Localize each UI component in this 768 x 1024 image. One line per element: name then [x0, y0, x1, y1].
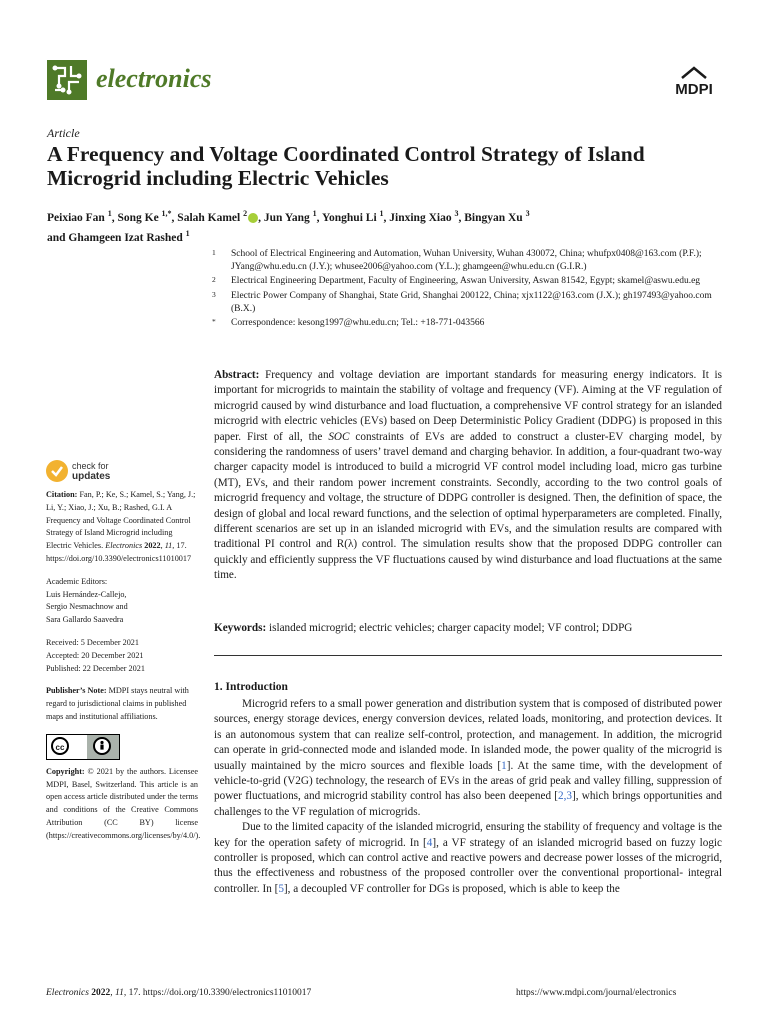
footer-journal: Electronics [46, 988, 89, 998]
citation-link[interactable]: 2,3 [558, 790, 572, 803]
keywords-text: islanded microgrid; electric vehicles; charger capacity model; VF control; DDPG [266, 622, 633, 634]
checkmark-icon [46, 460, 68, 482]
article-type: Article [47, 126, 80, 140]
attribution-icon [93, 737, 111, 755]
affiliation-item [212, 248, 722, 274]
keywords-label: Keywords: [214, 622, 267, 634]
author-affiliation-mark: 1 [312, 209, 317, 218]
footer-doi[interactable]: , 17. https://doi.org/10.3390/electronics11010017 [123, 988, 312, 998]
abstract-label: Abstract: [214, 369, 260, 381]
paragraph-text: ]. At the same time, with the development of vehicle-to-grid (V2G) technology, the research of EVs in the areas of grid peak and valley filling, suppression of power fluctuations, and microgrid stability control has also been deepened [ [214, 759, 722, 803]
paragraph-text: ], a decoupled VF controller for DGs is proposed, which is able to keep the [283, 882, 620, 895]
citation-label: Citation: [46, 490, 78, 499]
introduction-body [214, 697, 722, 897]
paragraph-text: Microgrid refers to a small power generation and distribution system that is composed of distributed power sources, energy storage devices, energy conversion devices, related loads, monitoring, and protection devices. It is an autonomous system that can realize self-control, protection, and management. In addition, the microgrid can operate in grid-connected mode and islanded mode. In islanded mode, the power quality of the microgrid is usually maintained by the micro sources and flexible loads [ [214, 698, 722, 772]
author-name: Bingyan Xu [464, 211, 523, 224]
author-name: Peixiao Fan [47, 211, 105, 224]
publisher-note [46, 685, 198, 723]
section-heading: 1. Introduction [214, 681, 288, 693]
accepted-date: Accepted: 20 December 2021 [46, 650, 144, 660]
abstract [214, 368, 722, 584]
affiliation-text: Electrical Engineering Department, Faculty of Engineering, Aswan University, Aswan 81542, Egypt; skamel@aswu.edu.eg [231, 276, 701, 287]
author-name: Yonghui Li [321, 211, 377, 224]
copyright-label: Copyright: [46, 766, 85, 776]
affiliation-number: 1 [212, 248, 216, 257]
author-list: Peixiao Fan $^1$, Song Ke $^{1,*}$, Salah Kamel $^2$ , Jun Yang $^1$, Yonghui Li $^1$, Jinxing Xiao $^3$, Bingyan Xu $^3$ and Ghamgeen Izat Rashed $^1$ [47, 209, 530, 244]
section-divider [214, 655, 722, 656]
footer-year: 2022 [91, 988, 111, 998]
journal-name: electronics [96, 64, 212, 93]
orcid-icon[interactable] [248, 213, 258, 223]
author-name: Song Ke [117, 211, 159, 224]
publisher-note-label: Publisher’s Note: [46, 686, 107, 696]
copyright-block [46, 766, 201, 843]
paragraph [214, 820, 722, 897]
footer-citation: Electronics 2022, 11, 17. https://doi.org/10.3390/electronics11010017 [46, 988, 312, 998]
author-name: Ghamgeen Izat Rashed [68, 231, 183, 244]
mdpi-logo-icon [668, 66, 720, 100]
cc-by-license-icon[interactable] [46, 734, 120, 760]
author-affiliation-mark: 1 [379, 209, 384, 218]
affiliation-item [212, 317, 722, 330]
author-affiliation-mark: 1,* [161, 209, 172, 218]
citation-link[interactable]: 1 [501, 759, 507, 772]
abstract-text: constraints of EVs are added to construct a cluster-EV charging model, by considering the randomness of users’ travel demand and charging behavior. In addition, a four-quadrant two-way charger capacity model is introduced to build a microgrid VF control model including load, micro gas turbine (MT), EVs, and their random power increment constraints. Secondly, according to the two control goals of microgrid frequency and voltage, the structure of DDPG controller is designed. Then, the definition of space, the design of global and local reward functions, and the selection of optimal hyperparameters are completed. Finally, different scenarios are set up in an islanded microgrid with EVs, and the simulation results are compared with traditional PI control and R(λ) control. The simulation results show that the proposed DDPG controller can quickly and efficiently suppress the VF fluctuations caused by wind disturbance and load fluctuations at the same time. [214, 430, 722, 582]
dates-block [46, 637, 198, 675]
journal-logo-icon [47, 60, 87, 100]
affiliation-text: School of Electrical Engineering and Automation, Wuhan University, Wuhan 430072, China; whufpx0408@163.com (P.F.); JYang@whu.edu.cn (J.Y.); whusee2006@yahoo.com (Y.L.); ghamgeen@whu.edu.cn (G.I.R.) [231, 249, 702, 273]
citation-link[interactable]: 5 [278, 882, 284, 895]
editors-block [46, 576, 198, 627]
check-updates-line1: check for [72, 461, 109, 471]
author-name: Jinxing Xiao [389, 211, 452, 224]
author-affiliation-mark: 3 [454, 209, 459, 218]
author-name: Salah Kamel [177, 211, 241, 224]
paper-title: A Frequency and Voltage Coordinated Control Strategy of Island Microgrid including Electric Vehicles [47, 142, 645, 190]
affiliation-item [212, 275, 722, 288]
publisher-name: MDPI [675, 81, 713, 98]
affiliation-item [212, 290, 722, 316]
citation-link[interactable]: 4 [426, 836, 433, 849]
copyright-text: © 2021 by the authors. Licensee MDPI, Basel, Switzerland. This article is an open access article distributed under the terms and conditions of the Creative Commons Attribution (CC BY) license (https://creativecommons.org/licenses/by/4.0/). [46, 766, 201, 840]
cc-icon: cc [51, 737, 69, 755]
paragraph-text: ], which brings opportunities and challenges to the VF regulation of microgrids. [214, 790, 722, 818]
author-affiliation-mark: 1 [107, 209, 112, 218]
paragraph-text: Due to the limited capacity of the islanded microgrid, ensuring the stability of frequency and voltage is the key for the operation safety of microgrid. In [ [214, 821, 722, 849]
affiliation-text: Electric Power Company of Shanghai, State Grid, Shanghai 200122, China; xjx1122@163.com (J.X.); gh197493@yahoo.com (B.X.) [231, 290, 712, 314]
editor-name: Sara Gallardo Saavedra [46, 615, 124, 625]
editor-name: Sergio Nesmachnow and [46, 602, 128, 612]
affiliation-number: * [212, 317, 216, 327]
published-date: Published: 22 December 2021 [46, 663, 145, 673]
citation-text: Fan, P.; Ke, S.; Kamel, S.; Yang, J.; Li, Y.; Xiao, J.; Xu, B.; Rashed, G.I. A Frequency and Voltage Coordinated Control Strategy of Island Microgrid including Electric Vehicles. [46, 490, 196, 551]
citation-year: 2022 [144, 541, 161, 551]
publisher-note-text: MDPI stays neutral with regard to jurisdictional claims in published maps and institutional affiliations. [46, 686, 189, 721]
abstract-text: Frequency and voltage deviation are important standards for measuring energy indicators. It is important for microgrids to maintain the stability of voltage and frequency (VF). Aiming at the VF regulation of microgrid caused by wind disturbance and load fluctuation, a comprehensive VF control strategy for an islanded microgrid with electric vehicles (EVs) based on Deep Deterministic Policy Gradient (DDPG) is proposed in this paper. First of all, the [214, 369, 722, 443]
citation-doi[interactable]: , 17. https://doi.org/10.3390/electronics11010017 [46, 541, 192, 563]
author-affiliation-mark: 3 [525, 209, 530, 218]
editors-label: Academic Editors: [46, 576, 108, 586]
paragraph-text: ], a VF strategy of an islanded microgrid based on fuzzy logic controller is proposed, which can control active and reactive powers and decrease power losses of the microgrid, thus the effectiveness and robustness of the proposed controller over the conventional proportional- integral controller. In [ [214, 836, 722, 895]
author-name: Jun Yang [263, 211, 310, 224]
author-affiliation-mark: 1 [185, 228, 190, 238]
citation-block: Citation: Fan, P.; Ke, S.; Kamel, S.; Yang, J.; Li, Y.; Xiao, J.; Xu, B.; Rashed, G.I. A Frequency and Voltage Coordinated Control Strategy of Island Microgrid including Electric Vehicles. Electronics 2022, 11, 17. https://doi.org/10.3390/electronics11010017 [46, 490, 196, 563]
affiliation-number: 3 [212, 289, 216, 299]
article-sidebar [46, 489, 201, 853]
received-date: Received: 5 December 2021 [46, 637, 139, 647]
citation-volume: 11 [164, 541, 173, 551]
abstract-soc-term: SOC [328, 430, 350, 443]
editor-name: Luis Hernández-Callejo, [46, 589, 127, 599]
author-affiliation-mark: 2 [243, 209, 248, 218]
footer-journal-url[interactable]: https://www.mdpi.com/journal/electronics [516, 988, 677, 998]
keywords [214, 621, 722, 636]
affiliations [212, 248, 722, 331]
check-for-updates-button[interactable] [46, 458, 156, 484]
footer-volume: 11 [115, 988, 124, 998]
affiliation-number: 2 [212, 275, 216, 285]
check-updates-line2: updates [72, 471, 111, 482]
paragraph [214, 697, 722, 820]
citation-journal: Electronics [105, 541, 143, 551]
correspondence-text: Correspondence: kesong1997@whu.edu.cn; Tel.: +18-771-043566 [231, 318, 485, 329]
